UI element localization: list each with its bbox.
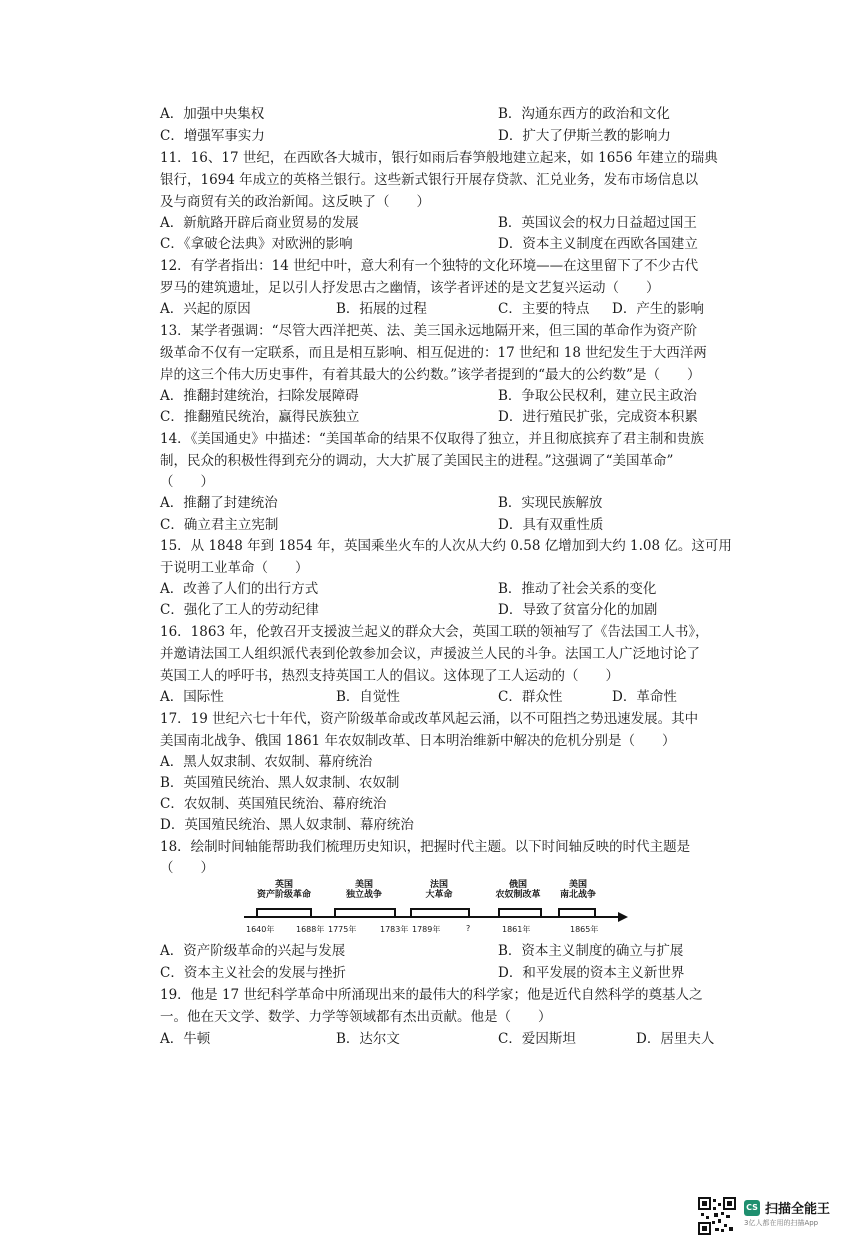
q18-option-c: C．资本主义社会的发展与挫折 [160,965,346,981]
q14-stem-line2: 制，民众的积极性得到充分的调动，大大扩展了美国民主的进程。”这强调了“美国革命” [160,453,674,469]
timeline-event-5: 美国 南北战争 [559,880,596,900]
timeline-date-1865: 1865年 [570,925,599,934]
q13-option-a: A．推翻封建统治，扫除发展障碍 [160,388,359,404]
timeline-segment-american-war [334,908,396,918]
q15-option-b: B．推动了社会关系的变化 [498,581,657,597]
timeline-event-1: 英国 资产阶级革命 [256,880,311,900]
q16-option-b: B．自觉性 [336,689,400,705]
q13-stem-line3: 岸的这三个伟大历史事件，有着其最大的公约数。”该学者提到的“最大的公约数”是（ ） [160,367,701,383]
q15-stem-line2: 于说明工业革命（ ） [160,560,309,576]
timeline-segment-english-revolution [256,908,312,918]
qr-code-icon [698,1197,736,1235]
q17-stem-line2: 美国南北战争、俄国 1861 年农奴制改革、日本明治维新中解决的危机分别是（ ） [160,733,676,749]
q16-option-a: A．国际性 [160,689,224,705]
q14-option-d: D．具有双重性质 [498,517,604,533]
q12-option-c: C．主要的特点 [498,301,590,317]
q18-option-d: D．和平发展的资本主义新世界 [498,965,685,981]
q11-stem-line2: 银行，1694 年成立的英格兰银行。这些新式银行开展存贷款、汇兑业务，发布市场信息以 [160,172,699,188]
q11-stem-line3: 及与商贸有关的政治新闻。这反映了（ ） [160,194,430,210]
q16-stem-line2: 并邀请法国工人组织派代表到伦敦参加会议，声援波兰人民的斗争。法国工人广泛地讨论了 [160,646,700,662]
timeline-date-1640: 1640年 [246,925,275,934]
q10-option-d: D．扩大了伊斯兰教的影响力 [498,128,671,144]
q13-option-d: D．进行殖民扩张，完成资本积累 [498,409,698,425]
q13-option-b: B．争取公民权利，建立民主政治 [498,388,697,404]
q18-option-b: B．资本主义制度的确立与扩展 [498,943,684,959]
q12-option-d: D．产生的影响 [612,301,704,317]
timeline-date-1775: 1775年 [328,925,357,934]
timeline-date-unknown: ? [466,924,471,933]
q16-option-c: C．群众性 [498,689,563,705]
q19-option-b: B．达尔文 [336,1031,400,1047]
q15-stem-line1: 15．从 1848 年到 1854 年，英国乘坐火车的人次从大约 0.58 亿增加到大约 1.08 亿。这可用 [160,538,732,554]
q19-stem-line1: 19．他是 17 世纪科学革命中所涌现出来的最伟大的科学家；他是近代自然科学的奠基人之 [160,987,703,1003]
q16-stem-line1: 16．1863 年，伦敦召开支援波兰起义的群众大会，英国工联的领袖写了《告法国工人书》， [160,624,709,640]
q17-option-c: C．农奴制、英国殖民统治、幕府统治 [160,796,387,812]
timeline-date-1789: 1789年 [412,925,441,934]
q10-option-c: C．增强军事实力 [160,128,265,144]
q15-option-a: A．改善了人们的出行方式 [160,581,319,597]
q13-stem-line1: 13．某学者强调：“尽管大西洋把英、法、美三国永远地隔开来，但三国的革命作为资产阶 [160,323,698,339]
q19-option-c: C．爱因斯坦 [498,1031,576,1047]
q18-option-a: A．资产阶级革命的兴起与发展 [160,943,346,959]
q12-option-a: A．兴起的原因 [160,301,251,317]
q11-stem-line1: 11．16、17 世纪，在西欧各大城市，银行如雨后春笋般地建立起来，如 1656 年建立的瑞典 [160,150,718,166]
q15-option-d: D．导致了贫富分化的加剧 [498,602,658,618]
q17-option-a: A．黑人奴隶制、农奴制、幕府统治 [160,754,373,770]
q19-option-d: D．居里夫人 [636,1031,715,1047]
q13-stem-line2: 级革命不仅有一定联系，而且是相互影响、相互促进的：17 世纪和 18 世纪发生于大西洋两 [160,345,707,361]
q11-option-a: A．新航路开辟后商业贸易的发展 [160,215,359,231]
q17-option-d: D．英国殖民统治、黑人奴隶制、幕府统治 [160,817,414,833]
q14-stem-line3: （ ） [160,474,214,490]
q11-option-b: B．英国议会的权力日益超过国王 [498,215,697,231]
q11-option-d: D．资本主义制度在西欧各国建立 [498,236,698,252]
scanner-app-name: 扫描全能王 [765,1202,831,1217]
scanner-app-tagline: 3亿人都在用的扫描App [744,1219,819,1227]
q10-option-a: A．加强中央集权 [160,106,265,122]
q16-option-d: D．革命性 [612,689,677,705]
q18-timeline [244,878,632,938]
q19-option-a: A．牛顿 [160,1031,211,1047]
timeline-date-1783: 1783年 [380,925,409,934]
q10-option-b: B．沟通东西方的政治和文化 [498,106,670,122]
q11-option-c: C．《拿破仑法典》对欧洲的影响 [160,236,353,252]
q14-stem-line1: 14．《美国通史》中描述：“美国革命的结果不仅取得了独立，并且彻底摈弃了君主制和贵族 [160,431,704,447]
q18-stem-line2: （ ） [160,860,214,876]
q13-option-c: C．推翻殖民统治，赢得民族独立 [160,409,360,425]
q14-option-a: A．推翻了封建统治 [160,495,278,511]
q19-stem-line2: 一。他在天文学、数学、力学等领域都有杰出贡献。他是（ ） [160,1009,552,1025]
q14-option-b: B．实现民族解放 [498,495,603,511]
q12-stem-line1: 12．有学者指出：14 世纪中叶，意大利有一个独特的文化环境——在这里留下了不少古代 [160,258,699,274]
q12-option-b: B．拓展的过程 [336,301,427,317]
timeline-arrow [618,912,628,922]
timeline-event-2: 美国 独立战争 [345,880,382,900]
timeline-segment-us-civil-war [558,908,596,918]
timeline-date-1688: 1688年 [296,925,325,934]
timeline-date-1861: 1861年 [502,925,531,934]
q14-option-c: C．确立君主立宪制 [160,517,279,533]
q17-stem-line1: 17．19 世纪六七十年代，资产阶级革命或改革风起云涌，以不可阻挡之势迅速发展。其中 [160,711,699,727]
q12-stem-line2: 罗马的建筑遗址，足以引人抒发思古之幽情，该学者评述的是文艺复兴运动（ ） [160,280,660,296]
camscanner-logo-icon: CS [744,1200,760,1216]
timeline-segment-french-revolution [410,908,470,918]
q16-stem-line3: 英国工人的呼吁书，热烈支持英国工人的倡议。这体现了工人运动的（ ） [160,668,619,684]
timeline-event-4: 俄国 农奴制改革 [495,880,541,900]
timeline-segment-russian-reform [498,908,542,918]
q18-stem-line1: 18．绘制时间轴能帮助我们梳理历史知识，把握时代主题。以下时间轴反映的时代主题是 [160,839,691,855]
q17-option-b: B．英国殖民统治、黑人奴隶制、农奴制 [160,775,400,791]
q15-option-c: C．强化了工人的劳动纪律 [160,602,319,618]
timeline-event-3: 法国 大革命 [425,880,453,900]
